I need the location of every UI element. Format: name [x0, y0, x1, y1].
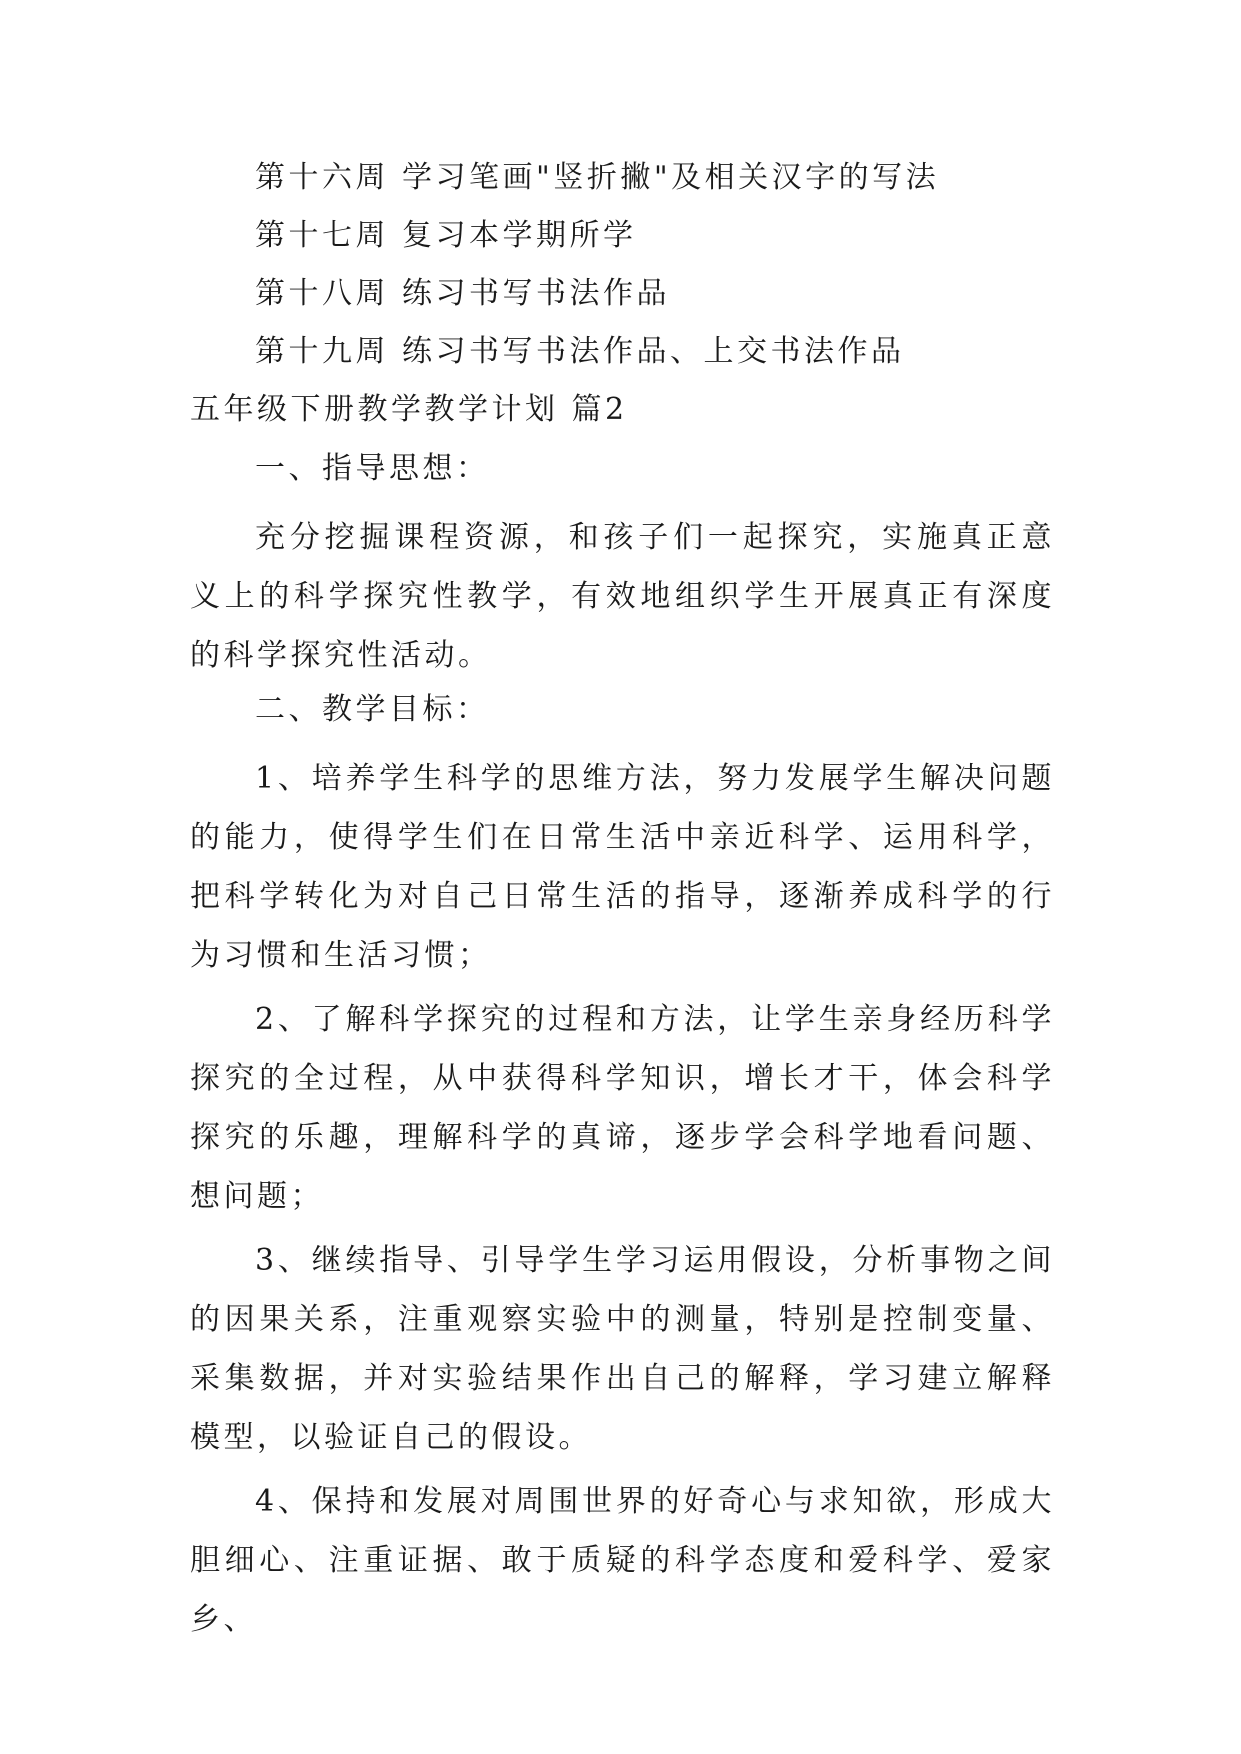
week-content: 练习书写书法作品、上交书法作品	[402, 334, 905, 369]
week-label: 第十九周	[255, 334, 389, 369]
guide-paragraph: 充分挖掘课程资源，和孩子们一起探究，实施真正意义上的科学探究性教学，有效地组织学生开展真正有深度的科学探究性活动。	[190, 520, 1055, 673]
guide-heading: 一、指导思想：	[255, 451, 490, 486]
goal-paragraph: 2、了解科学探究的过程和方法，让学生亲身经历科学探究的全过程，从中获得科学知识，增长才干，体会科学探究的乐趣，理解科学的真谛，逐步学会科学地看问题、想问题；	[190, 1002, 1055, 1214]
week-content: 学习笔画"竖折撇"及相关汉字的写法	[402, 160, 940, 195]
week-schedule-item	[190, 332, 1055, 371]
week-label: 第十六周	[255, 160, 389, 195]
week-schedule-item	[190, 158, 1055, 197]
document-body	[190, 158, 1055, 1654]
week-content: 练习书写书法作品	[402, 276, 671, 311]
week-content: 复习本学期所学	[402, 218, 637, 253]
week-label: 第十八周	[255, 276, 389, 311]
goal-paragraph: 1、培养学生科学的思维方法，努力发展学生解决问题的能力，使得学生们在日常生活中亲近科学、运用科学，把科学转化为对自己日常生活的指导，逐渐养成科学的行为习惯和生活习惯；	[190, 761, 1055, 973]
goals-heading: 二、教学目标：	[255, 692, 490, 727]
week-schedule-item	[190, 216, 1055, 255]
week-label: 第十七周	[255, 218, 389, 253]
goal-paragraph: 4、保持和发展对周围世界的好奇心与求知欲，形成大胆细心、注重证据、敢于质疑的科学态度和爱科学、爱家乡、	[190, 1484, 1055, 1637]
week-schedule-item	[190, 274, 1055, 313]
goal-paragraph: 3、继续指导、引导学生学习运用假设，分析事物之间的因果关系，注重观察实验中的测量，特别是控制变量、采集数据，并对实验结果作出自己的解释，学习建立解释模型，以验证自己的假设。	[190, 1243, 1055, 1455]
section-title: 五年级下册教学教学计划 篇2	[190, 392, 628, 427]
